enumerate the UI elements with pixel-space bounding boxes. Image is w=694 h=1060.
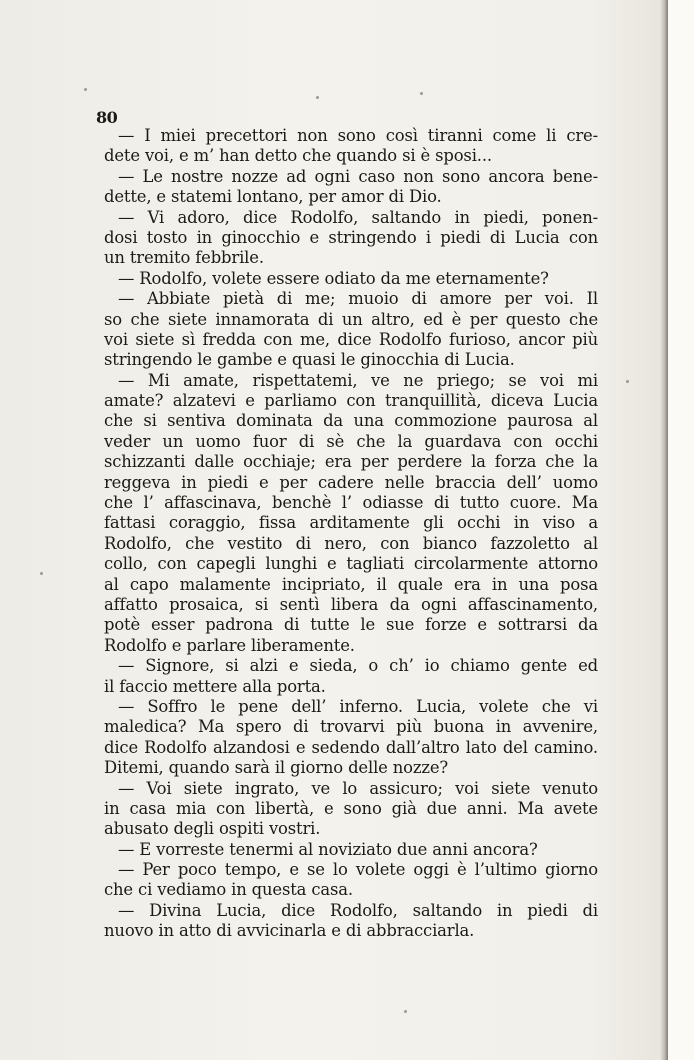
page-number: 80: [96, 108, 118, 127]
text-line: Ditemi, quando sarà il giorno delle nozze?: [104, 758, 449, 778]
text-line: abusato degli ospiti vostri.: [104, 819, 321, 839]
text-line: veder un uomo fuor di sè che la guardava con occhi: [104, 431, 598, 451]
text-line: dete voi, e m’ han detto che quando si è sposi...: [104, 146, 492, 166]
text-line: fattasi coraggio, fissa arditamente gli occhi in viso a: [104, 513, 598, 533]
paper-speck: [316, 96, 319, 99]
paper-speck: [404, 1010, 407, 1013]
text-line: — Per poco tempo, e se lo volete oggi è l’ultimo giorno: [118, 860, 598, 880]
text-line: — Mi amate, rispettatemi, ve ne priego; se voi mi: [118, 370, 598, 390]
text-line: — Divina Lucia, dice Rodolfo, saltando in piedi di: [118, 900, 598, 920]
text-line: — Abbiate pietà di me; muoio di amore per voi. Il: [118, 289, 598, 309]
text-line: — I miei precettori non sono così tiranni come li cre-: [118, 126, 598, 145]
paper-speck: [626, 380, 629, 383]
text-line: so che siete innamorata di un altro, ed è per questo che: [104, 309, 598, 329]
text-line: Rodolfo e parlare liberamente.: [104, 635, 355, 655]
text-line: — Voi siete ingrato, ve lo assicuro; voi siete venuto: [118, 778, 598, 798]
text-line: — Vi adoro, dice Rodolfo, saltando in piedi, ponen-: [118, 207, 598, 227]
text-line: stringendo le gambe e quasi le ginocchia di Lucia.: [104, 350, 515, 370]
text-line: — Signore, si alzi e sieda, o ch’ io chiamo gente ed: [118, 656, 598, 676]
text-line: voi siete sì fredda con me, dice Rodolfo furioso, ancor più: [104, 329, 598, 349]
text-line: che ci vediamo in questa casa.: [104, 880, 353, 900]
text-line: schizzanti dalle occhiaje; era per perdere la forza che la: [104, 452, 598, 472]
paper-speck: [84, 88, 87, 91]
text-line: dette, e statemi lontano, per amor di Dio.: [104, 187, 442, 207]
paper-speck: [420, 92, 423, 95]
text-line: che l’ affascinava, benchè l’ odiasse di tutto cuore. Ma: [104, 493, 598, 513]
binding-shadow: [660, 0, 668, 1060]
text-line: un tremito febbrile.: [104, 248, 264, 268]
text-line: dosi tosto in ginocchio e stringendo i piedi di Lucia con: [104, 227, 598, 247]
page-edge: [668, 0, 694, 1060]
text-line: Rodolfo, che vestito di nero, con bianco fazzoletto al: [104, 533, 598, 553]
text-line: nuovo in atto di avvicinarla e di abbracciarla.: [104, 921, 475, 941]
text-line: amate? alzatevi e parliamo con tranquillità, diceva Lucia: [104, 391, 598, 411]
text-line: — Rodolfo, volete essere odiato da me eternamente?: [118, 268, 549, 288]
text-line: — Le nostre nozze ad ogni caso non sono ancora bene-: [118, 166, 598, 186]
text-line: il faccio mettere alla porta.: [104, 676, 326, 696]
text-line: reggeva in piedi e per cadere nelle braccia dell’ uomo: [104, 472, 598, 492]
paper-speck: [40, 572, 43, 575]
text-line: maledica? Ma spero di trovarvi più buona in avvenire,: [104, 717, 598, 737]
text-line: — Soffro le pene dell’ inferno. Lucia, volete che vi: [118, 696, 598, 716]
text-line: — E vorreste tenermi al noviziato due anni ancora?: [118, 839, 538, 859]
text-line: affatto prosaica, si sentì libera da ogni affascinamento,: [104, 594, 598, 614]
text-line: in casa mia con libertà, e sono già due anni. Ma avete: [104, 798, 598, 818]
text-line: collo, con capegli lunghi e tagliati circolarmente attorno: [104, 554, 598, 574]
text-line: potè esser padrona di tutte le sue forze e sottrarsi da: [104, 615, 598, 635]
text-line: dice Rodolfo alzandosi e sedendo dall’altro lato del camino.: [104, 737, 598, 757]
text-line: che si sentiva dominata da una commozione paurosa al: [104, 411, 598, 431]
body-text: [104, 126, 598, 942]
text-line: al capo malamente incipriato, il quale era in una posa: [104, 574, 598, 594]
